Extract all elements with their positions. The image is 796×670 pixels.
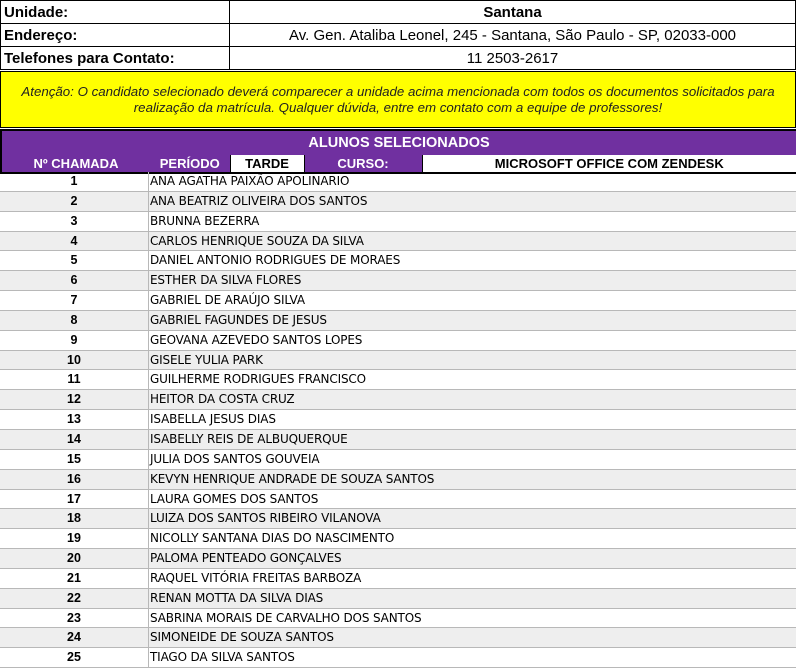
student-row [0, 311, 796, 331]
student-name: SIMONEIDE DE SOUZA SANTOS [150, 630, 334, 645]
student-name: GEOVANA AZEVEDO SANTOS LOPES [150, 332, 363, 347]
student-name: JULIA DOS SANTOS GOUVEIA [150, 451, 320, 466]
student-row [0, 470, 796, 490]
student-number: 1 [0, 172, 149, 191]
student-name: RENAN MOTTA DA SILVA DIAS [150, 590, 324, 605]
student-name: GISELE YULIA PARK [150, 352, 263, 367]
student-row [0, 390, 796, 410]
address-value: Av. Gen. Ataliba Leonel, 245 - Santana, São Paulo - SP, 02033-000 [230, 24, 796, 47]
student-row [0, 628, 796, 648]
phone-label: Telefones para Contato: [1, 47, 230, 70]
student-number: 23 [0, 609, 149, 628]
column-header-number: Nº CHAMADA [1, 155, 150, 173]
student-row [0, 648, 796, 668]
student-number: 10 [0, 351, 149, 370]
address-label: Endereço: [1, 24, 230, 47]
student-row [0, 430, 796, 450]
student-name: CARLOS HENRIQUE SOUZA DA SILVA [150, 233, 364, 248]
student-row [0, 490, 796, 510]
student-name: GABRIEL FAGUNDES DE JESUS [150, 312, 327, 327]
student-number: 13 [0, 410, 149, 429]
student-name: GUILHERME RODRIGUES FRANCISCO [150, 372, 366, 387]
student-number: 2 [0, 192, 149, 211]
column-header-period: PERÍODO [150, 155, 230, 173]
student-row [0, 251, 796, 271]
student-name: ANA AGATHA PAIXÃO APOLINARIO [150, 174, 350, 188]
student-name: TIAGO DA SILVA SANTOS [150, 650, 295, 665]
student-number: 19 [0, 529, 149, 548]
unit-info-table [0, 0, 796, 70]
selected-title-row [1, 130, 796, 155]
student-name: ISABELLY REIS DE ALBUQUERQUE [150, 431, 348, 446]
student-number: 20 [0, 549, 149, 568]
address-row [1, 24, 796, 47]
student-name: RAQUEL VITÓRIA FREITAS BARBOZA [150, 570, 362, 585]
column-header-course: CURSO: [304, 155, 422, 173]
student-row [0, 569, 796, 589]
student-number: 15 [0, 450, 149, 469]
student-number: 8 [0, 311, 149, 330]
student-list [0, 172, 796, 668]
student-number: 9 [0, 331, 149, 350]
student-row [0, 172, 796, 192]
student-number: 5 [0, 251, 149, 270]
student-row [0, 232, 796, 252]
student-row [0, 331, 796, 351]
unit-row [1, 1, 796, 24]
student-row [0, 410, 796, 430]
student-name: HEITOR DA COSTA CRUZ [150, 392, 295, 407]
student-number: 3 [0, 212, 149, 231]
student-name: LAURA GOMES DOS SANTOS [150, 491, 319, 506]
selected-title: ALUNOS SELECIONADOS [1, 130, 796, 155]
student-name: DANIEL ANTONIO RODRIGUES DE MORAES [150, 253, 401, 268]
student-number: 11 [0, 370, 149, 389]
student-number: 22 [0, 589, 149, 608]
student-row [0, 370, 796, 390]
student-row [0, 609, 796, 629]
student-row [0, 271, 796, 291]
unit-value: Santana [230, 1, 796, 24]
student-name: LUIZA DOS SANTOS RIBEIRO VILANOVA [150, 511, 381, 526]
student-number: 4 [0, 232, 149, 251]
student-number: 7 [0, 291, 149, 310]
student-name: BRUNNA BEZERRA [150, 213, 260, 228]
student-number: 24 [0, 628, 149, 647]
student-row [0, 549, 796, 569]
student-row [0, 589, 796, 609]
student-number: 21 [0, 569, 149, 588]
selected-students-header [0, 129, 796, 174]
student-row [0, 450, 796, 470]
student-name: KEVYN HENRIQUE ANDRADE DE SOUZA SANTOS [150, 471, 435, 486]
student-number: 12 [0, 390, 149, 409]
student-name: ISABELLA JESUS DIAS [150, 412, 276, 427]
student-name: GABRIEL DE ARAÚJO SILVA [150, 293, 305, 308]
course-value: MICROSOFT OFFICE COM ZENDESK [422, 155, 796, 173]
student-row [0, 212, 796, 232]
student-name: SABRINA MORAIS DE CARVALHO DOS SANTOS [150, 610, 422, 625]
student-name: ESTHER DA SILVA FLORES [150, 273, 302, 288]
student-number: 14 [0, 430, 149, 449]
student-row [0, 192, 796, 212]
student-number: 18 [0, 509, 149, 528]
attention-text: Atenção: O candidato selecionado deverá comparecer a unidade acima mencionada com todos os documentos solicitados para realização da matrícula. Qualquer dúvida, entre em contato com a equipe de professores! [21, 83, 775, 115]
student-row [0, 509, 796, 529]
phone-value: 11 2503-2617 [230, 47, 796, 70]
student-number: 25 [0, 648, 149, 667]
student-row [0, 529, 796, 549]
student-name: NICOLLY SANTANA DIAS DO NASCIMENTO [150, 531, 395, 546]
unit-label: Unidade: [1, 1, 230, 24]
student-row [0, 291, 796, 311]
attention-notice [0, 71, 796, 128]
selected-header-row [1, 155, 796, 173]
phone-row [1, 47, 796, 70]
period-value: TARDE [230, 155, 304, 173]
student-name: PALOMA PENTEADO GONÇALVES [150, 551, 342, 566]
student-number: 6 [0, 271, 149, 290]
student-number: 16 [0, 470, 149, 489]
student-row [0, 351, 796, 371]
student-number: 17 [0, 490, 149, 509]
student-name: ANA BEATRIZ OLIVEIRA DOS SANTOS [150, 193, 368, 208]
